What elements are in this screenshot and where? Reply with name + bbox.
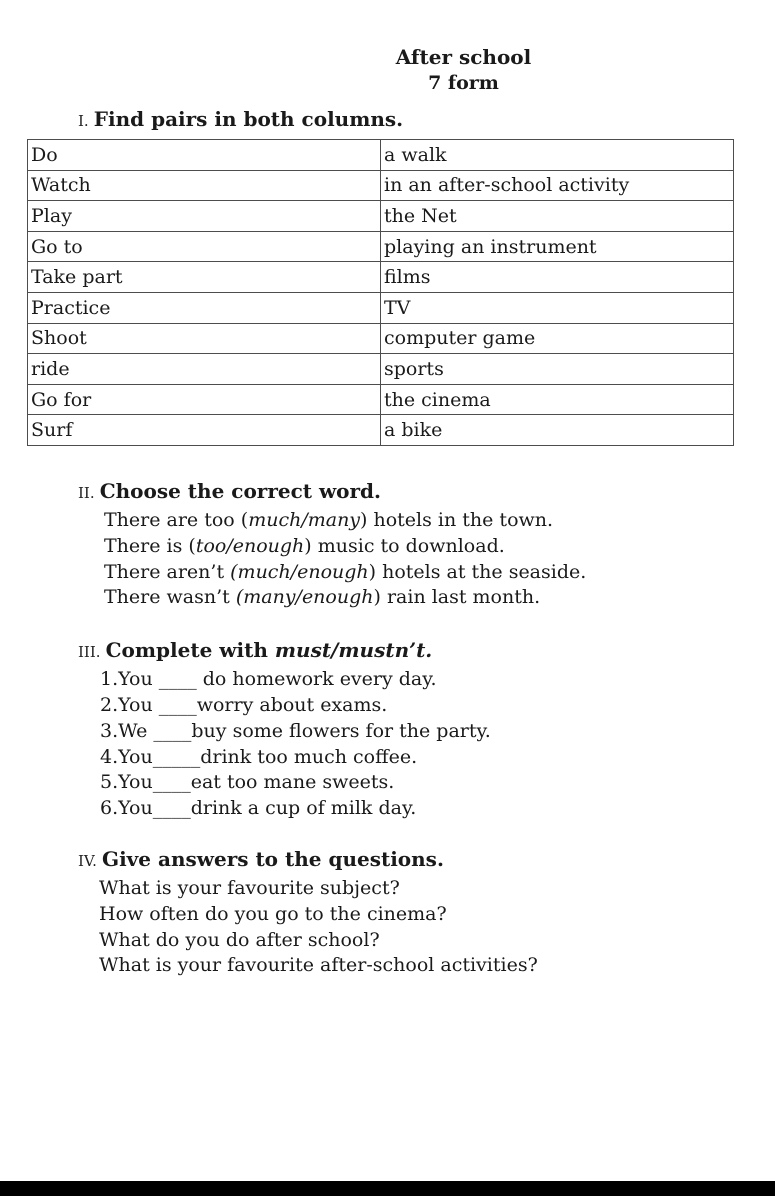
table-cell-right: computer game [381,323,734,354]
list-item: What is your favourite after-school activities? [99,954,538,977]
exercise-1-numeral: I. [78,112,89,130]
exercise-3-items [100,667,775,822]
list-item: There is (too/enough) music to download. [104,534,505,557]
table-row [28,415,734,446]
table-row [28,140,734,171]
table-row [28,354,734,385]
table-cell-left: Watch [28,170,381,201]
list-item: 4.You_____drink too much coffee. [100,745,418,768]
list-item: What is your favourite subject? [99,876,400,899]
table-row [28,231,734,262]
match-pairs-table [27,139,734,446]
table-cell-right: the cinema [381,384,734,415]
list-item: How often do you go to the cinema? [99,902,447,925]
table-row [28,170,734,201]
exercise-2-numeral: II. [78,483,95,502]
table-cell-right: films [381,262,734,293]
list-item: 3.We ____buy some flowers for the party. [100,719,491,742]
table-row [28,201,734,232]
exercise-4 [78,846,775,979]
table-cell-right: a walk [381,140,734,171]
title-block [0,44,775,96]
table-row [28,262,734,293]
page-subtitle: 7 form [428,72,499,94]
word-choice: (many/enough [235,586,374,609]
exercise-3-numeral: III. [78,643,101,662]
list-item: There aren’t (much/enough) hotels at the seaside. [104,560,587,583]
table-row [28,323,734,354]
page-title: After school [395,45,532,69]
table-row [28,384,734,415]
table-cell-right: sports [381,354,734,385]
exercise-1-heading-line [78,106,775,134]
exercise-2-heading-line [78,478,775,506]
list-item: 2.You ____worry about exams. [100,693,388,716]
table-cell-left: Practice [28,292,381,323]
word-choice: (much/enough [230,560,369,583]
exercise-4-numeral: IV. [78,851,97,870]
table-cell-left: Go to [28,231,381,262]
bottom-edge-bar [0,1181,775,1196]
exercise-2-items [104,508,775,611]
exercise-1 [78,106,775,134]
exercise-2-heading: Choose the correct word. [99,478,382,503]
table-cell-right: in an after-school activity [381,170,734,201]
list-item: 5.You____eat too mane sweets. [100,771,395,794]
table-cell-left: Shoot [28,323,381,354]
list-item: There are too (much/many) hotels in the town. [104,508,554,531]
list-item: There wasn’t (many/enough) rain last month. [104,586,541,609]
table-cell-right: TV [381,292,734,323]
list-item: 1.You ____ do homework every day. [100,668,437,691]
exercise-3-heading-italic: must/mustn’t. [274,638,433,663]
exercise-3 [78,637,775,822]
table-cell-left: Do [28,140,381,171]
table-cell-left: Surf [28,415,381,446]
table-cell-right: the Net [381,201,734,232]
table-cell-right: a bike [381,415,734,446]
list-item: What do you do after school? [99,928,380,951]
list-item: 6.You____drink a cup of milk day. [100,797,417,820]
exercise-3-heading: Complete with [105,638,275,663]
exercise-4-items [99,876,775,979]
table-cell-left: Play [28,201,381,232]
table-row [28,292,734,323]
table-cell-left: Take part [28,262,381,293]
exercise-3-heading-line [78,637,775,665]
exercise-1-heading: Find pairs in both columns. [93,107,404,131]
exercise-4-heading: Give answers to the questions. [102,846,444,871]
table-cell-left: Go for [28,384,381,415]
word-choice: much/many [248,508,361,531]
table-cell-right: playing an instrument [381,231,734,262]
exercise-4-heading-line [78,846,775,874]
word-choice: too/enough [195,534,305,557]
table-cell-left: ride [28,354,381,385]
exercise-2 [78,478,775,611]
